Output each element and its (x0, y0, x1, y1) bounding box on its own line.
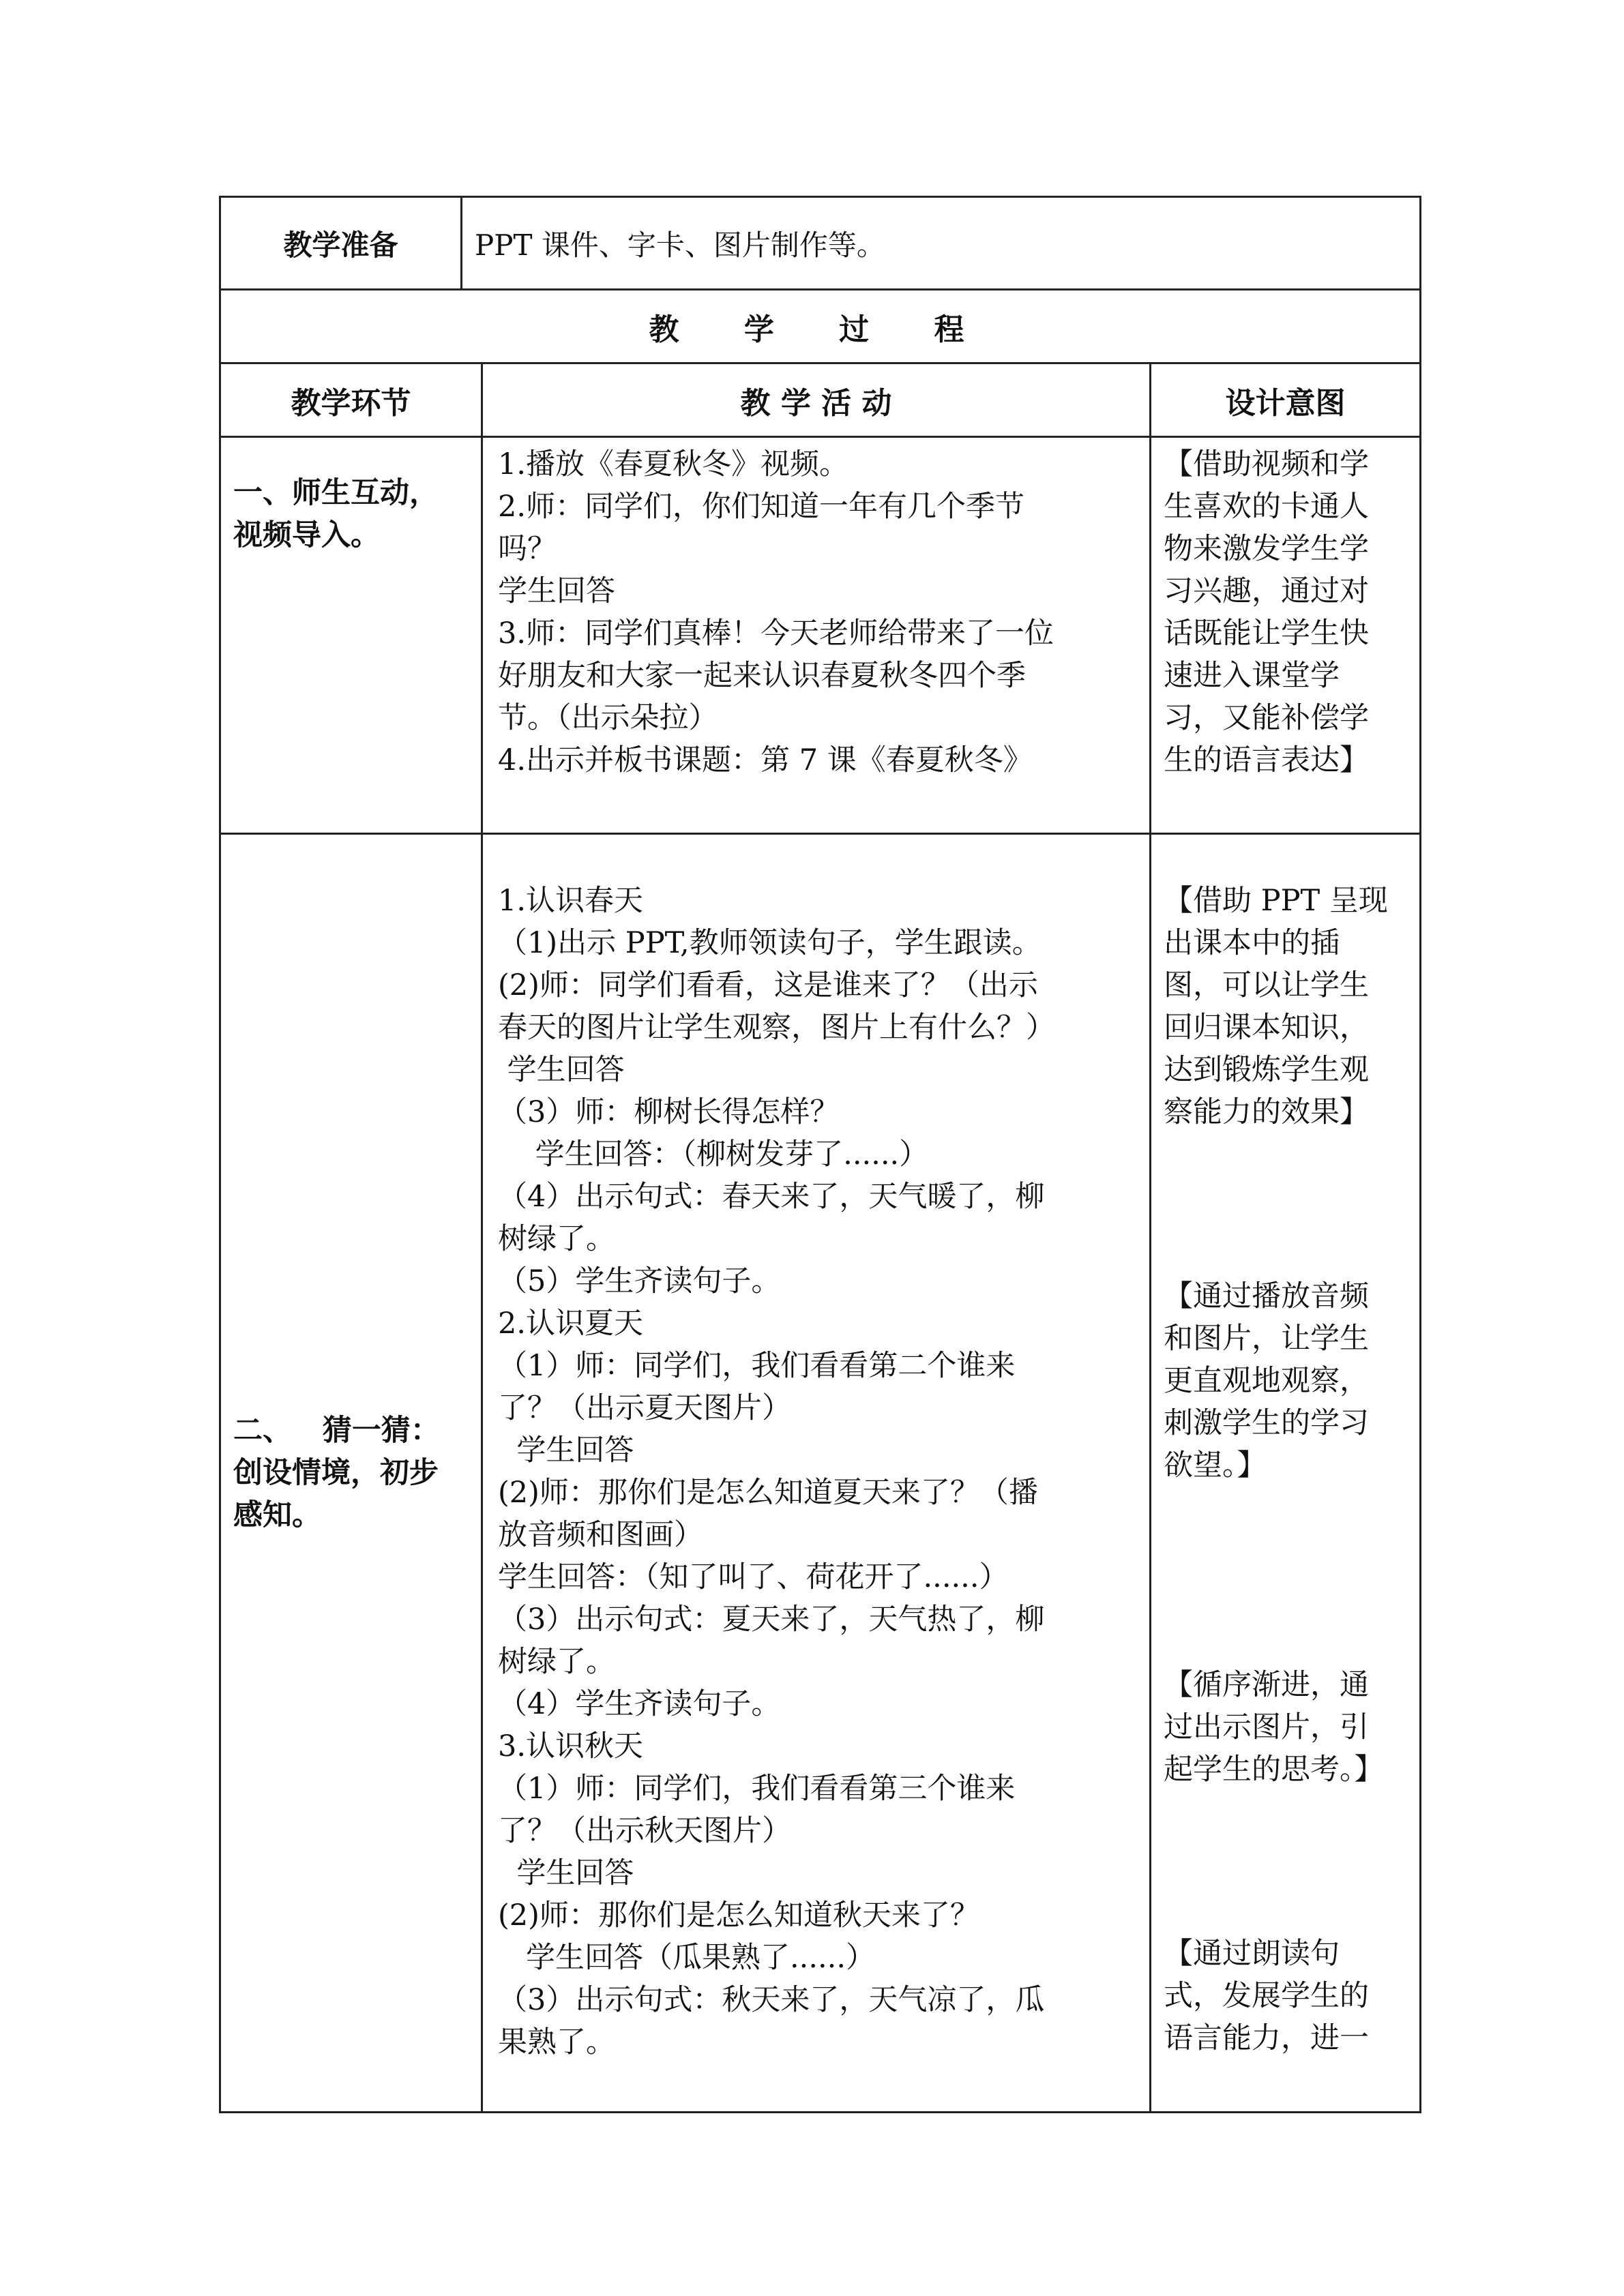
activity-line: （1）师：同学们，我们看看第三个谁来 (498, 1772, 1016, 1806)
section2-stage-line: 创设情境，初步 (233, 1456, 439, 1490)
intent-line: 图，可以让学生 (1164, 968, 1369, 1002)
section1-row (220, 437, 1421, 834)
intent-line: 更直观地观察， (1164, 1364, 1369, 1398)
section2-row (220, 834, 1421, 2113)
process-title: 教 学 过 程 (220, 290, 1421, 363)
prep-value: PPT 课件、字卡、图片制作等。 (462, 197, 1421, 290)
activity-line: 学生回答 (498, 1856, 634, 1890)
activity-line: （1)出示 PPT,教师领读句子，学生跟读。 (498, 926, 1042, 960)
intent-line: 出课本中的插 (1164, 926, 1340, 960)
activity-line: （5）学生齐读句子。 (498, 1264, 781, 1298)
activity-line: 吗？ (498, 532, 557, 566)
activity-line: 学生回答：（知了叫了、荷花开了......） (498, 1560, 1009, 1594)
activity-line: 2.认识夏天 (498, 1307, 644, 1341)
activity-line: (2)师：同学们看看，这是谁来了？（出示 (498, 968, 1038, 1002)
intent-line: 刺激学生的学习 (1164, 1406, 1369, 1440)
activity-line: 学生回答 (498, 1053, 625, 1087)
header-intent: 设计意图 (1151, 363, 1421, 437)
activity-line: 放音频和图画） (498, 1518, 703, 1552)
activity-line: （4）学生齐读句子。 (498, 1687, 781, 1721)
section2-intent (1151, 834, 1421, 2113)
section1-activity (482, 437, 1151, 834)
activity-line: 树绿了。 (498, 1645, 615, 1679)
activity-line: 树绿了。 (498, 1222, 615, 1256)
intent-line: 生的语言表达】 (1164, 743, 1369, 777)
intent-line: 速进入课堂学 (1164, 659, 1340, 693)
section2-stage-line: 二、 猜一猜： (233, 1414, 440, 1448)
activity-line: （3）出示句式：夏天来了，天气热了，柳 (498, 1602, 1045, 1637)
intent-line: 物来激发学生学 (1164, 532, 1369, 566)
header-stage: 教学环节 (220, 363, 482, 437)
activity-line: 学生回答（瓜果熟了......） (498, 1941, 876, 1975)
section2-stage-line: 感知。 (233, 1498, 321, 1532)
activity-line: （3）师：柳树长得怎样？ (498, 1095, 840, 1129)
activity-line: 学生回答 (498, 574, 615, 608)
activity-line: 学生回答：（柳树发芽了......） (498, 1137, 929, 1172)
activity-line: 春天的图片让学生观察，图片上有什么？） (498, 1011, 1055, 1045)
activity-line: 1.播放《春夏秋冬》视频。 (498, 447, 849, 481)
section2-activity (482, 834, 1151, 2113)
activity-line: 了？（出示秋天图片） (498, 1814, 791, 1848)
activity-line: 节。（出示朵拉） (498, 701, 718, 735)
section1-stage (220, 437, 482, 834)
intent-line: 【通过播放音频 (1164, 1279, 1369, 1313)
intent-line: 【借助 PPT 呈现 (1164, 884, 1388, 918)
intent-line: 过出示图片，引 (1164, 1710, 1369, 1744)
process-title-row (220, 290, 1421, 363)
prep-label: 教学准备 (220, 197, 462, 290)
activity-line: 1.认识春天 (498, 884, 644, 918)
prep-row (220, 197, 1421, 290)
intent-line: 习兴趣，通过对 (1164, 574, 1369, 608)
activity-line: 2.师：同学们，你们知道一年有几个季节 (498, 490, 1025, 524)
activity-line: 3.师：同学们真棒！今天老师给带来了一位 (498, 616, 1054, 651)
intent-line: 回归课本知识， (1164, 1011, 1369, 1045)
activity-line: 学生回答 (498, 1433, 634, 1467)
lesson-plan-table (219, 196, 1421, 2113)
activity-line: 4.出示并板书课题：第 7 课《春夏秋冬》 (498, 743, 1033, 777)
activity-line: (2)师：那你们是怎么知道夏天来了？（播 (498, 1476, 1038, 1510)
section1-stage-line: 一、师生互动， (233, 476, 439, 510)
intent-line: 【通过朗读句 (1164, 1937, 1340, 1971)
activity-line: （4）出示句式：春天来了，天气暖了，柳 (498, 1180, 1045, 1214)
section2-stage (220, 834, 482, 2113)
activity-line: 3.认识秋天 (498, 1729, 644, 1763)
section1-stage-line: 视频导入。 (233, 518, 380, 552)
intent-line: 【借助视频和学 (1164, 447, 1369, 481)
intent-line: 欲望。】 (1164, 1448, 1267, 1482)
header-activity: 教 学 活 动 (482, 363, 1151, 437)
intent-line: 【循序渐进，通 (1164, 1668, 1369, 1702)
activity-line: (2)师：那你们是怎么知道秋天来了？ (498, 1898, 979, 1933)
activity-line: 果熟了。 (498, 2025, 615, 2059)
activity-line: （1）师：同学们，我们看看第二个谁来 (498, 1349, 1016, 1383)
intent-line: 生喜欢的卡通人 (1164, 490, 1369, 524)
activity-line: 好朋友和大家一起来认识春夏秋冬四个季 (498, 659, 1026, 693)
intent-line: 察能力的效果】 (1164, 1095, 1369, 1129)
intent-line: 式，发展学生的 (1164, 1979, 1369, 2013)
intent-line: 习，又能补偿学 (1164, 701, 1369, 735)
section1-intent (1151, 437, 1421, 834)
header-row (220, 363, 1421, 437)
activity-line: （3）出示句式：秋天来了，天气凉了，瓜 (498, 1983, 1045, 2017)
intent-line: 起学生的思考。】 (1164, 1753, 1384, 1787)
intent-line: 语言能力，进一 (1164, 2021, 1369, 2055)
intent-line: 话既能让学生快 (1164, 616, 1369, 651)
intent-line: 和图片，让学生 (1164, 1322, 1369, 1356)
activity-line: 了？（出示夏天图片） (498, 1391, 791, 1425)
intent-line: 达到锻炼学生观 (1164, 1053, 1369, 1087)
